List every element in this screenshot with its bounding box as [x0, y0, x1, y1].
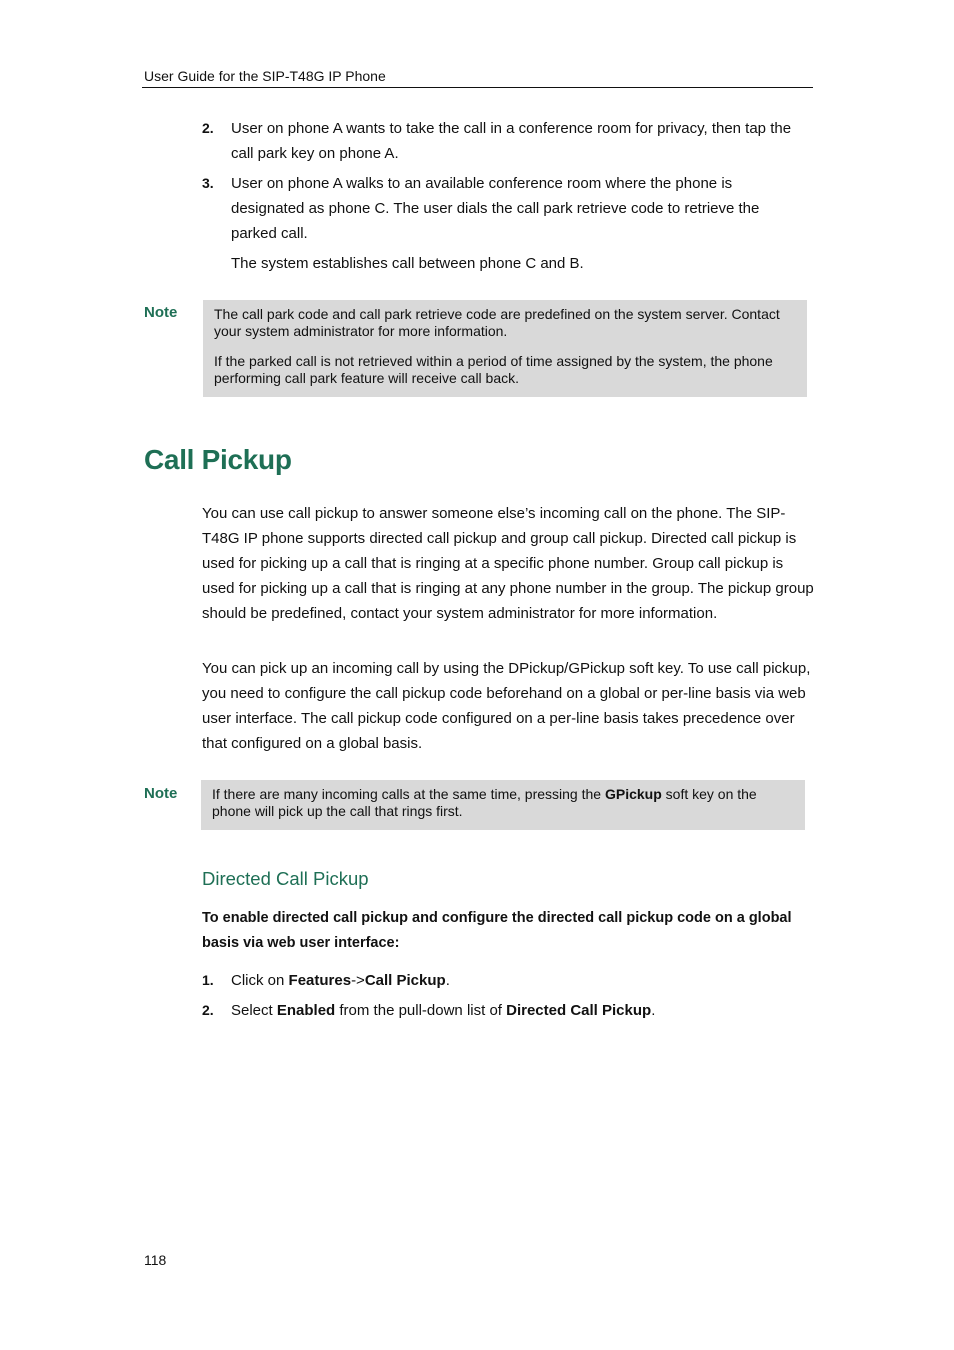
softkey-name: GPickup	[604, 786, 662, 802]
section-title: Call Pickup	[144, 444, 292, 475]
body-paragraph: You can pick up an incoming call by using the DPickup/GPickup soft key. To use call pickup, you need to configure the call pickup code beforehand on a global or per-line basis via web user interface. The call pickup code configured on a per-line basis takes precedence over that configured on a global basis.	[202, 660, 811, 752]
note-box	[203, 300, 807, 397]
subsection-title: Directed Call Pickup	[202, 868, 369, 889]
step-result: The system establishes call between phone C and B.	[231, 255, 584, 272]
step-number: 3.	[202, 175, 214, 191]
note-paragraph: If the parked call is not retrieved within a period of time assigned by the system, the phone performing call park feature will receive call back.	[214, 353, 773, 386]
running-header: User Guide for the SIP-T48G IP Phone	[144, 68, 386, 84]
option-enabled: Enabled	[276, 1002, 336, 1019]
list-item	[202, 171, 814, 246]
note-paragraph: The call park code and call park retrieve code are predefined on the system server. Contact your system administrator for more information.	[214, 306, 780, 339]
note-box	[201, 780, 805, 830]
field-directed-call-pickup: Directed Call Pickup	[506, 1002, 652, 1019]
list-item	[202, 968, 814, 993]
list-item	[202, 998, 814, 1023]
step-number: 1.	[202, 972, 214, 988]
note-label: Note	[144, 304, 178, 321]
page-number: 118	[144, 1252, 167, 1268]
step-text: User on phone A walks to an available conference room where the phone is designated as phone C. The user dials the call park retrieve code to retrieve the parked call.	[231, 175, 760, 242]
step-text: Click on Features->Call Pickup.	[231, 972, 450, 989]
procedure-heading: To enable directed call pickup and configure the directed call pickup code on a global basis via web user interface:	[202, 910, 792, 951]
header-divider	[142, 87, 813, 88]
menu-path-features: Features	[288, 972, 352, 989]
step-text: User on phone A wants to take the call in a conference room for privacy, then tap the call park key on phone A.	[231, 120, 792, 162]
step-text: Select Enabled from the pull-down list of Directed Call Pickup.	[231, 1002, 656, 1019]
body-paragraph: You can use call pickup to answer someone else’s incoming call on the phone. The SIP-T48G IP phone supports directed call pickup and group call pickup. Directed call pickup is used for picking up a call that is ringing at a specific phone number. Group call pickup is used for picking up a call that is ringing at any phone number in the group. The pickup group should be predefined, contact your system administrator for more information.	[202, 505, 814, 622]
note-label: Note	[144, 785, 178, 802]
step-number: 2.	[202, 120, 214, 136]
note-paragraph: If there are many incoming calls at the same time, pressing the GPickup soft key on the phone will pick up the call that rings first.	[212, 786, 757, 819]
menu-path-call-pickup: Call Pickup	[364, 972, 446, 989]
list-item	[202, 116, 814, 166]
step-number: 2.	[202, 1002, 214, 1018]
